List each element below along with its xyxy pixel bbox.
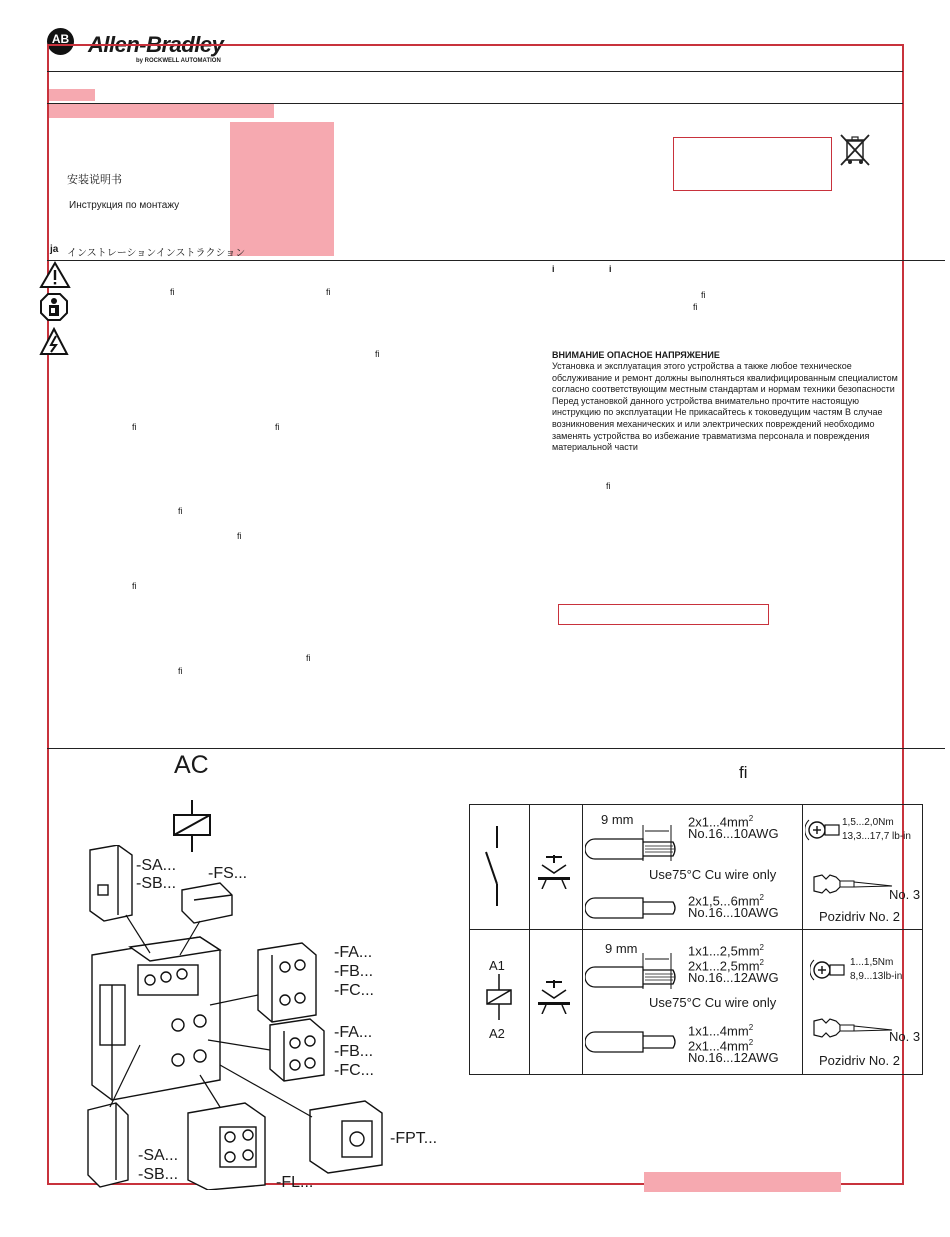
ligature-mark: ﬁ: [701, 290, 706, 300]
acc-label-fc-2: -FC...: [334, 1062, 374, 1079]
terminal-screw-icon: [536, 855, 572, 889]
terminal-screw-icon: [536, 980, 572, 1014]
ligature-mark: ﬁ: [170, 287, 175, 297]
outline-box: [673, 137, 832, 191]
highlight-block: [49, 104, 274, 118]
warning-line: инструкцию по эксплуатации Не прикасайтесь к токоведущим частям В случае: [552, 407, 883, 418]
strip-length: 9 mm: [601, 812, 634, 827]
info-glyph: i: [552, 264, 555, 274]
warning-line: материальной части: [552, 442, 638, 453]
fi-heading: ﬁ: [739, 763, 748, 782]
ligature-mark: ﬁ: [306, 653, 311, 663]
contact-switch-icon: [482, 826, 512, 906]
acc-label-sa-top: -SA...: [136, 857, 177, 874]
torque-lbin: 13,3...17,7 lb-in: [842, 831, 911, 842]
warning-line: заменять устройства во избежание травматизма персонала и повреждения: [552, 430, 870, 441]
weee-bin-icon: [836, 131, 874, 169]
ligature-mark: ﬁ: [275, 422, 280, 432]
highlight-block: [230, 122, 334, 256]
acc-label-fpt: -FPT...: [390, 1130, 438, 1147]
lang-ja-code: ja: [50, 244, 59, 255]
wire-size-value: 2x1...4mm: [688, 814, 749, 830]
warning-title: ВНИМАНИЕ ОПАСНОЕ НАПРЯЖЕНИЕ: [552, 350, 720, 360]
warning-line: согласно соответствующим местным стандартам и нормам техники безопасности: [552, 384, 895, 395]
wire-awg: No.16...10AWG: [688, 826, 779, 841]
high-voltage-icon: [39, 327, 69, 357]
wire-size-value: 2x1...2,5mm: [688, 958, 760, 974]
acc-label-sb-top: -SB...: [136, 875, 177, 892]
wire-size-value: 2x1,5...6mm: [688, 893, 760, 909]
stranded-wire-icon: [585, 953, 685, 993]
pozidriv-label: Pozidriv No. 2: [819, 909, 900, 924]
rule: [47, 260, 945, 261]
warning-triangle-icon: [39, 261, 71, 289]
pozidriv-label: Pozidriv No. 2: [819, 1053, 900, 1068]
wire-size-exp: 2: [748, 1038, 754, 1047]
rule: [47, 71, 903, 72]
ligature-mark: ﬁ: [326, 287, 331, 297]
cu-note: Use75°C Cu wire only: [649, 867, 777, 882]
ligature-mark: ﬁ: [237, 531, 242, 541]
acc-label-fa-1: -FA...: [334, 944, 373, 961]
info-glyph: i: [609, 264, 612, 274]
acc-label-fb-2: -FB...: [334, 1043, 374, 1060]
logo-badge-text: AB: [51, 32, 70, 46]
highlight-block: [644, 1172, 841, 1192]
acc-label-fb-1: -FB...: [334, 963, 374, 980]
outline-box: [558, 604, 769, 625]
ligature-mark: ﬁ: [693, 302, 698, 312]
screw-torque-icon: [810, 956, 848, 984]
lang-ja: インストレーションインストラクション: [67, 248, 246, 259]
terminal-a2: A2: [489, 1026, 505, 1041]
qualified-person-icon: [39, 292, 69, 322]
screwdriver-icon: [812, 1017, 894, 1039]
wire-size-exp: 2: [759, 943, 764, 952]
wire-size-exp: 2: [748, 814, 754, 823]
wire-size-exp: 2: [759, 893, 764, 902]
acc-label-sa-bottom: -SA...: [138, 1147, 179, 1164]
ligature-mark: ﬁ: [375, 349, 380, 359]
ligature-mark: ﬁ: [178, 506, 183, 516]
lang-zh: 安装说明书: [67, 173, 122, 186]
solid-wire-icon: [585, 1028, 685, 1056]
brand-sub: by ROCKWELL AUTOMATION: [136, 58, 221, 64]
ligature-mark: ﬁ: [132, 422, 137, 432]
stranded-wire-icon: [585, 825, 685, 865]
acc-label-fl: -FL...: [276, 1174, 314, 1191]
highlight-block: [49, 89, 95, 101]
ligature-mark: ﬁ: [132, 581, 137, 591]
warning-line: обслуживание и ремонт должны выполняться квалифицированным специалистом: [552, 372, 898, 383]
wire-awg: No.16...12AWG: [688, 970, 779, 985]
acc-label-fc-1: -FC...: [334, 982, 374, 999]
contactor-accessories-illustration: [80, 845, 400, 1190]
acc-label-sb-bottom: -SB...: [138, 1166, 179, 1183]
brand-name: Allen-Bradley: [88, 32, 224, 57]
wire-size-exp: 2: [759, 958, 764, 967]
cu-note: Use75°C Cu wire only: [649, 995, 777, 1010]
warning-block: [552, 350, 932, 454]
solid-wire-icon: [585, 894, 685, 922]
acc-label-fs: -FS...: [208, 865, 248, 882]
coil-small-icon: [484, 974, 514, 1024]
wire-size-value: 1x1...4mm: [688, 1023, 749, 1039]
screwdriver-icon: [812, 873, 894, 895]
ac-label: AC: [174, 751, 209, 779]
driver-size: No. 3: [889, 887, 921, 902]
driver-size: No. 3: [889, 1029, 921, 1044]
warning-line: возникновения механических и или электрических повреждений необходимо: [552, 418, 875, 429]
ligature-mark: ﬁ: [606, 481, 611, 491]
warning-line: Перед установкой данного устройства внимательно прочтите настоящую: [552, 395, 860, 406]
screw-torque-icon: [805, 816, 843, 844]
torque-nm: 1...1,5Nm: [850, 957, 894, 968]
torque-nm: 1,5...2,0Nm: [842, 817, 894, 828]
rule: [47, 748, 945, 749]
wire-size-exp: 2: [748, 1023, 754, 1032]
wire-size-value: 1x1...2,5mm: [688, 943, 760, 959]
wire-awg: No.16...10AWG: [688, 905, 779, 920]
warning-line: Установка и эксплуатация этого устройства а также любое техническое: [552, 361, 852, 371]
terminal-a1: A1: [489, 958, 505, 973]
acc-label-fa-2: -FA...: [334, 1024, 373, 1041]
torque-lbin: 8,9...13lb-in: [850, 971, 903, 982]
wire-awg: No.16...12AWG: [688, 1050, 779, 1065]
ligature-mark: ﬁ: [178, 666, 183, 676]
lang-ru: Инструкция по монтажу: [69, 200, 180, 211]
strip-length: 9 mm: [605, 941, 638, 956]
wire-size-value: 2x1...4mm: [688, 1038, 749, 1054]
